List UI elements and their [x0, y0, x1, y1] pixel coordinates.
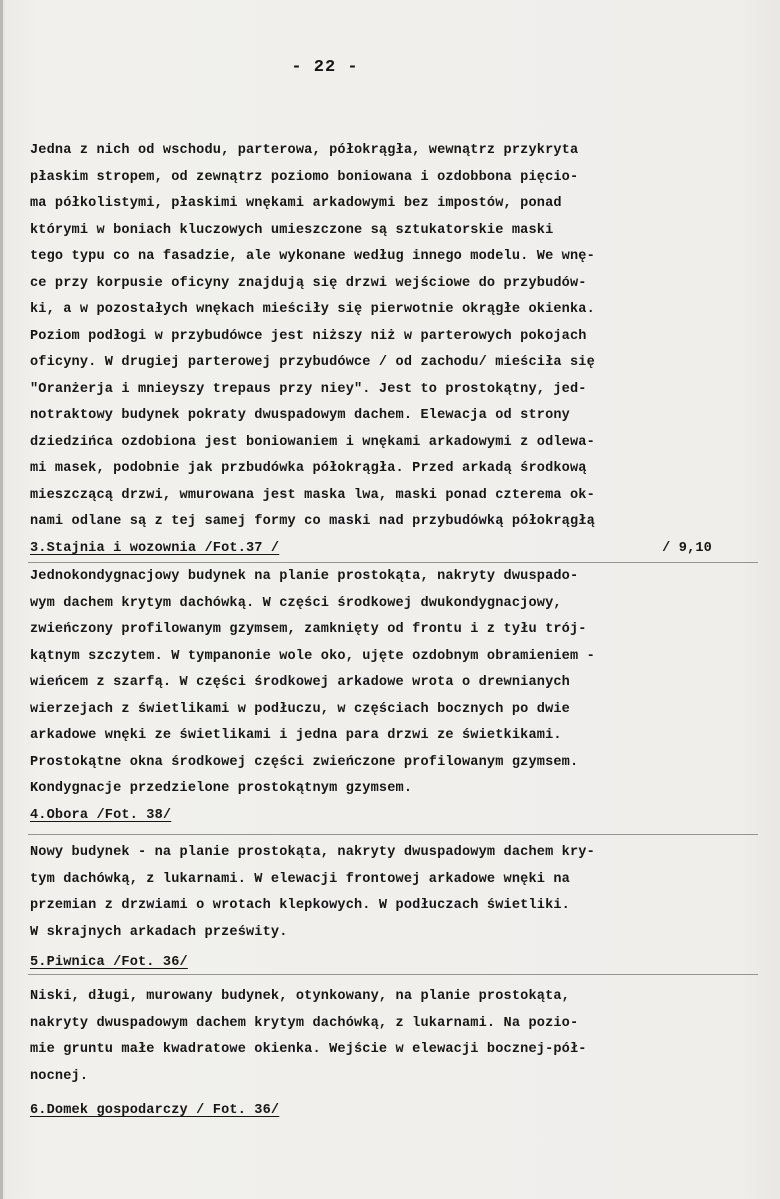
text-line: tym dachówką, z lukarnami. W elewacji frontowej arkadowe wnęki na [30, 871, 570, 887]
text-line: Jedna z nich od wschodu, parterowa, półokrągła, wewnątrz przykryta [30, 143, 579, 158]
text-line: płaskim stropem, od zewnątrz poziomo boniowana i ozdobbona pięcio- [30, 169, 579, 185]
section-4-body [30, 840, 758, 977]
section-3-photo-ref: / 9,10 [662, 540, 712, 556]
intro-paragraph [30, 138, 758, 562]
text-line: oficyny. W drugiej parterowej przybudówce / od zachodu/ mieściła się [30, 355, 595, 370]
divider [28, 834, 758, 835]
text-line: Kondygnacje przedzielone prostokątnym gzymsem. [30, 781, 413, 796]
text-line: kątnym szczytem. W tympanonie wole oko, ujęte ozdobnym obramieniem - [30, 648, 595, 664]
section-4-heading-row [30, 803, 758, 830]
text-line: wieńcem z szarfą. W części środkowej arkadowe wrota o drewnianych [30, 675, 570, 690]
text-line: Prostokątne okna środkowej części zwieńczone profilowanym gzymsem. [30, 754, 579, 770]
section-3-body [30, 564, 758, 829]
text-line: którymi w boniach kluczowych umieszczone są sztukatorskie maski [30, 222, 554, 238]
page-number: - 22 - [291, 58, 359, 77]
text-line: Jednokondygnacjowy budynek na planie prostokąta, nakryty dwuspado- [30, 569, 579, 584]
page-edge [0, 0, 3, 1199]
text-line: mieszczącą drzwi, wmurowana jest maska lwa, maski ponad czterema ok- [30, 487, 595, 503]
text-line: mi masek, podobnie jak przbudówka półokrągła. Przed arkadą środkową [30, 461, 587, 476]
divider [28, 562, 758, 563]
divider [28, 974, 758, 975]
text-line: przemian z drzwiami o wrotach klepkowych. W podłuczach świetliki. [30, 898, 570, 913]
text-line: notraktowy budynek pokraty dwuspadowym dachem. Elewacja od strony [30, 408, 570, 423]
text-line: ki, a w pozostałych wnękach mieściły się pierwotnie okrągłe okienka. [30, 302, 595, 317]
text-line: wym dachem krytym dachówką. W części środkowej dwukondygnacjowy, [30, 595, 562, 611]
text-line: ma półkolistymi, płaskimi wnękami arkadowymi bez impostów, ponad [30, 196, 562, 211]
text-line: mie gruntu małe kwadratowe okienka. Wejście w elewacji bocznej-pół- [30, 1042, 587, 1057]
text-line: Niski, długi, murowany budynek, otynkowany, na planie prostokąta, [30, 989, 570, 1004]
section-5-body [30, 984, 758, 1125]
text-line: dziedzińca ozdobiona jest boniowaniem i wnękami arkadowymi z odlewa- [30, 434, 595, 450]
text-line: W skrajnych arkadach prześwity. [30, 924, 288, 940]
text-line: Poziom podłogi w przybudówce jest niższy niż w parterowych pokojach [30, 328, 587, 344]
text-line: tego typu co na fasadzie, ale wykonane według innego modelu. We wnę- [30, 249, 595, 264]
section-6-heading-row [30, 1098, 758, 1125]
text-line: "Oranżerja i mnieyszy trepaus przy niey". Jest to prostokątny, jed- [30, 381, 587, 397]
section-3-heading: 3.Stajnia i wozownia /Fot.37 / [30, 540, 280, 556]
text-line: nami odlane są z tej samej formy co maski nad przybudówką półokrągłą [30, 514, 595, 529]
text-line: nakryty dwuspadowym dachem krytym dachówką, z lukarnami. Na pozio- [30, 1015, 579, 1031]
text-line: ce przy korpusie oficyny znajdują się drzwi wejściowe do przybudów- [30, 275, 587, 291]
text-line: arkadowe wnęki ze świetlikami i jedna para drzwi ze świetkikami. [30, 728, 562, 743]
text-line: nocnej. [30, 1068, 89, 1084]
text-line: Nowy budynek - na planie prostokąta, nakryty dwuspadowym dachem kry- [30, 845, 595, 860]
text-line: zwieńczony profilowanym gzymsem, zamknięty od frontu i z tyłu trój- [30, 622, 587, 637]
section-4-heading: 4.Obora /Fot. 38/ [30, 807, 172, 823]
section-6-heading: 6.Domek gospodarczy / Fot. 36/ [30, 1103, 280, 1118]
section-3-heading-row [30, 536, 712, 563]
section-5-heading-row [30, 950, 758, 977]
section-5-heading: 5.Piwnica /Fot. 36/ [30, 955, 188, 970]
text-line: wierzejach z świetlikami w podłuczu, w częściach bocznych po dwie [30, 701, 570, 717]
